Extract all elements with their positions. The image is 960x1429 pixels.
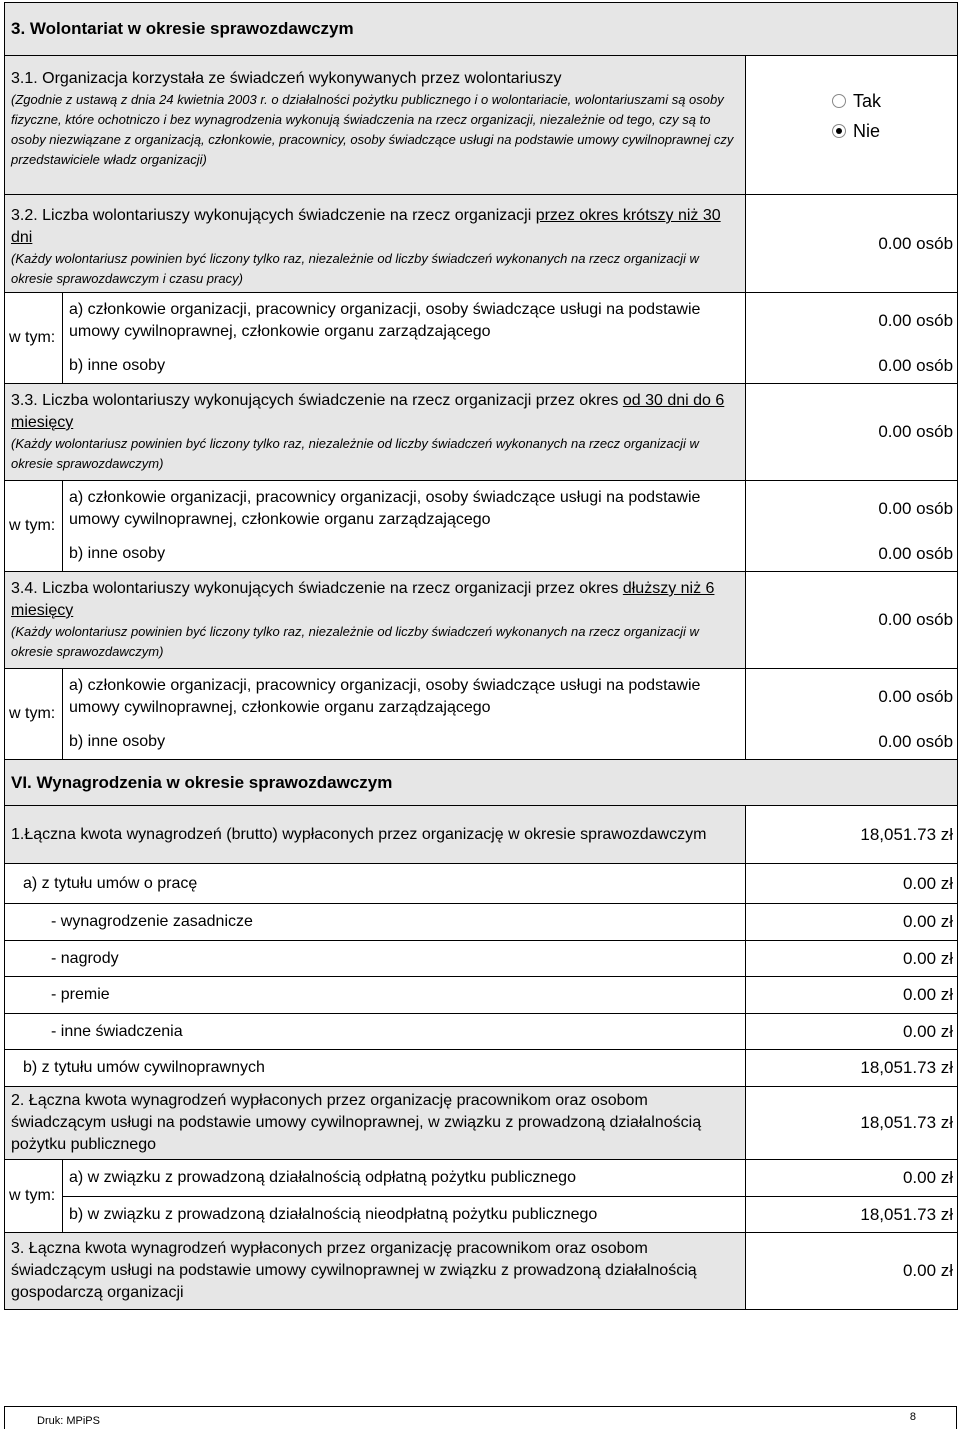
radio-icon[interactable] [832,94,846,108]
q34-note: (Każdy wolontariusz powinien być liczony tylko raz, niezależnie od liczby świadczeń wykonanych na rzecz organizacji w okresie sprawozdawczym) [11,624,699,659]
wage-row-value: 0.00 zł [746,864,958,904]
q33-sub-b: b) inne osoby [63,537,746,572]
page-footer [4,1406,957,1429]
q32-a-value: 0.00 osób [746,293,958,349]
q32-underlined: przez okres krótszy niż 30 dni [11,207,721,246]
q31-cell [5,56,746,195]
q31-label: 3.1. Organizacja korzystała ze świadczeń wykonywanych przez wolontariuszy [11,70,562,87]
radio-selected-icon[interactable] [832,124,846,138]
section-vi-title: VI. Wynagrodzenia w okresie sprawozdawczym [5,760,958,806]
wage-row-value: 18,051.73 zł [746,1050,958,1087]
option-nie-label: Nie [853,121,881,141]
q32-b-value: 0.00 osób [746,349,958,384]
wages-q2-b-label: b) w związku z prowadzoną działalnością nieodpłatną pożytku publicznego [63,1197,746,1233]
wages-total-label: 1.Łączna kwota wynagrodzeń (brutto) wypłaconych przez organizację w okresie sprawozdawczym [5,806,746,864]
q34-b-value: 0.00 osób [746,725,958,760]
q33-a-value: 0.00 osób [746,481,958,537]
q32-sub-a: a) członkowie organizacji, pracownicy organizacji, osoby świadczące usługi na podstawie umowy cywilnoprawnej, członkowie organu zarządzającego [63,293,746,349]
wage-row-value: 0.00 zł [746,941,958,977]
option-nie[interactable] [832,116,951,146]
q34-underlined: dłuższy niż 6 miesięcy [11,580,715,619]
q34-cell [5,572,746,669]
page-number: 8 [909,1411,916,1423]
wages-q2-label: 2. Łączna kwota wynagrodzeń wypłaconych przez organizację pracownikom oraz osobom świadczącym usługi na podstawie umowy cywilnoprawnej, w związku z prowadzoną działalnością pożytku publicznego [5,1087,746,1160]
q33-value: 0.00 osób [746,384,958,481]
wage-row-label: - wynagrodzenie zasadnicze [5,904,746,941]
wage-row-value: 0.00 zł [746,1014,958,1050]
wages-q2-b-value: 18,051.73 zł [746,1197,958,1233]
wage-row-label: b) z tytułu umów cywilnoprawnych [5,1050,746,1087]
q32-w-tym: w tym: [5,293,63,384]
wages-q2-w-tym: w tym: [5,1160,63,1233]
q32-sub-b: b) inne osoby [63,349,746,384]
q34-a-value: 0.00 osób [746,669,958,725]
option-tak-label: Tak [853,91,882,111]
q33-b-value: 0.00 osób [746,537,958,572]
q32-note: (Każdy wolontariusz powinien być liczony tylko raz, niezależnie od liczby świadczeń wykonanych na rzecz organizacji w okresie sprawozdawczym i czasu pracy) [11,251,699,286]
wage-row-label: - nagrody [5,941,746,977]
q32-value: 0.00 osób [746,195,958,293]
wage-row-value: 0.00 zł [746,904,958,941]
print-info: Druk: MPiPS [37,1415,100,1427]
wage-row-label: a) z tytułu umów o pracę [5,864,746,904]
q31-options [746,56,958,195]
wages-q2-a-value: 0.00 zł [746,1160,958,1197]
q33-prefix: 3.3. Liczba wolontariuszy wykonujących świadczenie na rzecz organizacji przez okres [11,392,623,409]
option-tak[interactable] [832,86,951,116]
q33-sub-a: a) członkowie organizacji, pracownicy organizacji, osoby świadczące usługi na podstawie umowy cywilnoprawnej, członkowie organu zarządzającego [63,481,746,537]
q33-underlined: od 30 dni do 6 miesięcy [11,392,725,431]
q34-w-tym: w tym: [5,669,63,760]
q34-value: 0.00 osób [746,572,958,669]
q33-w-tym: w tym: [5,481,63,572]
report-page [4,2,957,1310]
wages-q2-value: 18,051.73 zł [746,1087,958,1160]
q32-prefix: 3.2. Liczba wolontariuszy wykonujących świadczenie na rzecz organizacji [11,207,536,224]
q33-note: (Każdy wolontariusz powinien być liczony tylko raz, niezależnie od liczby świadczeń wykonanych na rzecz organizacji w okresie sprawozdawczym) [11,436,699,471]
wages-q3-label: 3. Łączna kwota wynagrodzeń wypłaconych przez organizację pracownikom oraz osobom świadczącym usługi na podstawie umowy cywilnoprawnej w związku z prowadzoną działalnością gospodarczą organizacji [5,1233,746,1310]
q33-cell [5,384,746,481]
q31-note: (Zgodnie z ustawą z dnia 24 kwietnia 2003 r. o działalności pożytku publicznego i o wolontariacie, wolontariuszami są osoby fizyczne, które ochotniczo i bez wynagrodzenia wykonują świadczenia na rzecz organizacji, niezależnie od tego, czy są to osoby niezwiązane z organizacją, członkowie, pracownicy, osoby świadczące usługi na podstawie umowy cywilnoprawnej czy przedstawiciele władz organizacji) [11,92,734,167]
wages-q2-a-label: a) w związku z prowadzoną działalnością odpłatną pożytku publicznego [63,1160,746,1197]
q34-sub-b: b) inne osoby [63,725,746,760]
wages-q3-value: 0.00 zł [746,1233,958,1310]
wage-row-label: - inne świadczenia [5,1014,746,1050]
wage-row-label: - premie [5,977,746,1014]
q34-prefix: 3.4. Liczba wolontariuszy wykonujących świadczenie na rzecz organizacji przez okres [11,580,623,597]
q34-sub-a: a) członkowie organizacji, pracownicy organizacji, osoby świadczące usługi na podstawie umowy cywilnoprawnej, członkowie organu zarządzającego [63,669,746,725]
wages-total-value: 18,051.73 zł [746,806,958,864]
wage-row-value: 0.00 zł [746,977,958,1014]
section-3-title: 3. Wolontariat w okresie sprawozdawczym [5,3,958,56]
report-table [4,2,958,1310]
q32-cell [5,195,746,293]
